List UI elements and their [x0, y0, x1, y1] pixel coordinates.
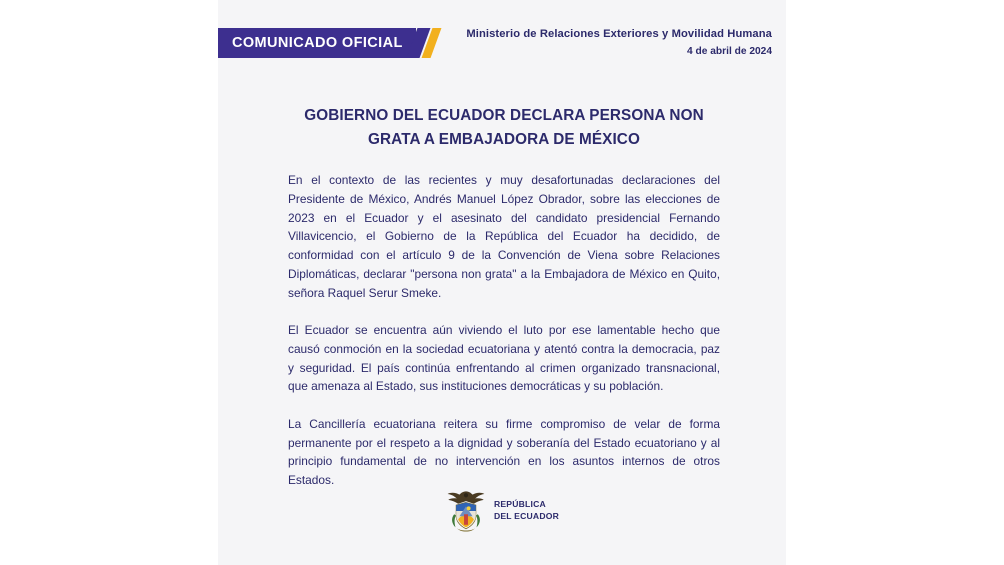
document-paragraph-2: El Ecuador se encuentra aún viviendo el luto por ese lamentable hecho que causó conmoción en la sociedad ecuatoriana y atentó contra la democracia, paz y seguridad. El país continúa enfrentando al crimen organizado transnacional, que amenaza al Estado, sus instituciones democráticas y su población. — [288, 323, 720, 394]
coat-of-arms-ecuador-icon — [445, 488, 487, 534]
ministry-name: Ministerio de Relaciones Exteriores y Movilidad Humana — [466, 28, 772, 40]
official-communique-badge — [218, 28, 436, 58]
document-paragraph-1: En el contexto de las recientes y muy desafortunadas declaraciones del Presidente de México, Andrés Manuel López Obrador, sobre las elecciones de 2023 en el Ecuador y el asesinato del candidato presidencial Fernando Villavicencio, el Gobierno de la República del Ecuador ha decidido, de conformidad con el artículo 9 de la Convención de Viena sobre Relaciones Diplomáticas, declarar "persona non grata" a la Embajadora de México en Quito, señora Raquel Serur Smeke. — [288, 173, 720, 300]
document-footer — [218, 488, 786, 534]
document-date: 4 de abril de 2024 — [687, 46, 772, 57]
official-communique-document — [218, 0, 786, 565]
country-label — [494, 499, 559, 522]
badge-label: COMUNICADO OFICIAL — [218, 28, 416, 58]
ministry-block — [466, 28, 772, 57]
document-title: GOBIERNO DEL ECUADOR DECLARA PERSONA NON GRATA A EMBAJADORA DE MÉXICO — [304, 107, 704, 148]
country-label-line1: REPÚBLICA — [493, 499, 546, 510]
document-paragraph-3: La Cancillería ecuatoriana reitera su firme compromiso de velar de forma permanente por el respeto a la dignidad y soberanía del Estado ecuatoriano y al principio fundamental de no intervención en los asuntos internos de otros Estados. — [288, 416, 720, 488]
document-header — [218, 0, 786, 78]
document-body — [288, 104, 720, 490]
country-label-line2: DEL ECUADOR — [493, 511, 560, 521]
republic-signature — [445, 488, 559, 534]
